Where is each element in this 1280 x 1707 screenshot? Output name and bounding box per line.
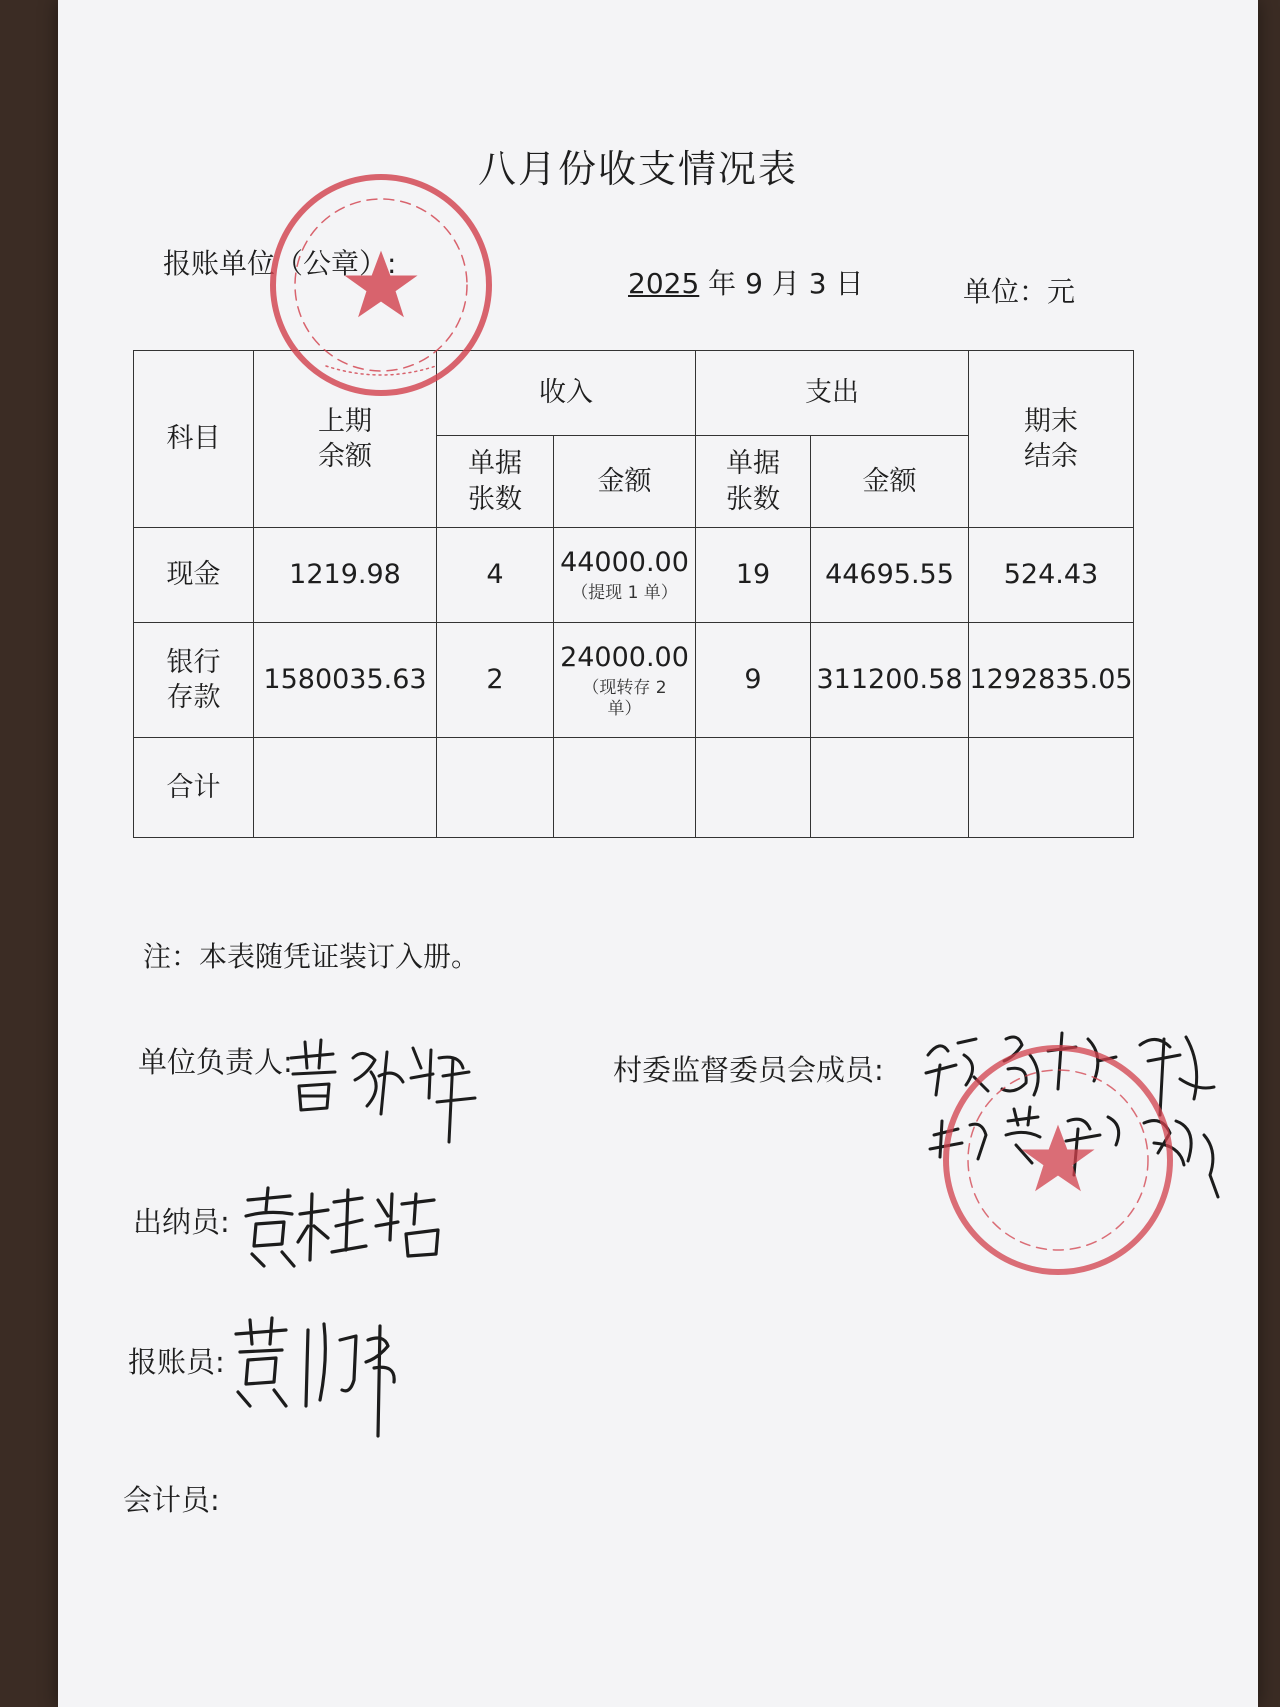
row-prev-balance: 1580035.63 (254, 623, 437, 738)
row-income-note: （现转存 2 单） (582, 677, 667, 720)
date-year: 2025 (628, 267, 700, 300)
date-year-word: 年 (708, 267, 737, 300)
date-month-word: 月 (771, 267, 800, 300)
row-income-amount-cell (554, 623, 696, 738)
header-end-balance-text: 期末结余 (1023, 405, 1078, 472)
row-subject-text: 银行存款 (166, 646, 221, 713)
reporting-unit-label: 报账单位（公章）: (163, 247, 397, 280)
row-income-note: （提现 1 单） (571, 583, 678, 604)
document-sheet (58, 0, 1258, 1707)
bookkeeper-signature (228, 1310, 428, 1444)
table-row (134, 623, 1134, 738)
header-income: 收入 (437, 351, 696, 436)
header-expense-count-text: 单据张数 (725, 448, 780, 515)
income-expense-table (133, 350, 1134, 838)
row-subject: 现金 (134, 528, 254, 623)
header-income-count-text: 单据张数 (467, 448, 522, 515)
header-income-count (437, 436, 554, 528)
row-income-amount: 44000.00 (560, 547, 689, 579)
table-row (134, 738, 1134, 838)
report-date (628, 262, 864, 302)
binding-note: 注：本表随凭证装订入册。 (143, 940, 480, 973)
header-expense-amount: 金额 (811, 436, 969, 528)
date-day-word: 日 (835, 267, 864, 300)
row-prev-balance: 1219.98 (254, 528, 437, 623)
row-expense-count: 19 (696, 528, 811, 623)
row-expense-amount: 44695.55 (811, 528, 969, 623)
official-seal-bottom (938, 1040, 1178, 1284)
row-prev-balance (254, 738, 437, 838)
row-income-amount: 24000.00 (560, 641, 689, 673)
header-prev-balance-text: 上期余额 (317, 405, 372, 472)
header-expense-count (696, 436, 811, 528)
header-expense: 支出 (696, 351, 969, 436)
header-income-amount: 金额 (554, 436, 696, 528)
row-income-amount (554, 738, 696, 838)
cashier-signature (238, 1180, 458, 1274)
date-month: 9 (745, 267, 763, 300)
committee-label: 村委监督委员会成员: (613, 1053, 884, 1087)
row-income-count: 4 (437, 528, 554, 623)
accountant-label: 会计员: (123, 1483, 220, 1517)
header-subject: 科目 (134, 351, 254, 528)
row-expense-count: 9 (696, 623, 811, 738)
row-income-amount-cell (554, 528, 696, 623)
unit-head-label: 单位负责人: (138, 1045, 293, 1079)
cashier-label: 出纳员: (133, 1205, 230, 1239)
date-day: 3 (808, 267, 827, 300)
row-expense-amount: 311200.58 (811, 623, 969, 738)
document-title: 八月份收支情况表 (478, 147, 799, 191)
unit-head-signature (283, 1028, 493, 1152)
row-expense-amount (811, 738, 969, 838)
table-row (134, 528, 1134, 623)
row-income-count: 2 (437, 623, 554, 738)
currency-unit: 单位：元 (963, 275, 1076, 308)
row-end-balance: 1292835.05 (969, 623, 1134, 738)
row-income-count (437, 738, 554, 838)
row-end-balance: 524.43 (969, 528, 1134, 623)
official-seal-top (266, 170, 496, 404)
row-expense-count (696, 738, 811, 838)
header-end-balance (969, 351, 1134, 528)
row-end-balance (969, 738, 1134, 838)
bookkeeper-label: 报账员: (128, 1345, 225, 1379)
row-subject: 合计 (134, 738, 254, 838)
row-subject (134, 623, 254, 738)
